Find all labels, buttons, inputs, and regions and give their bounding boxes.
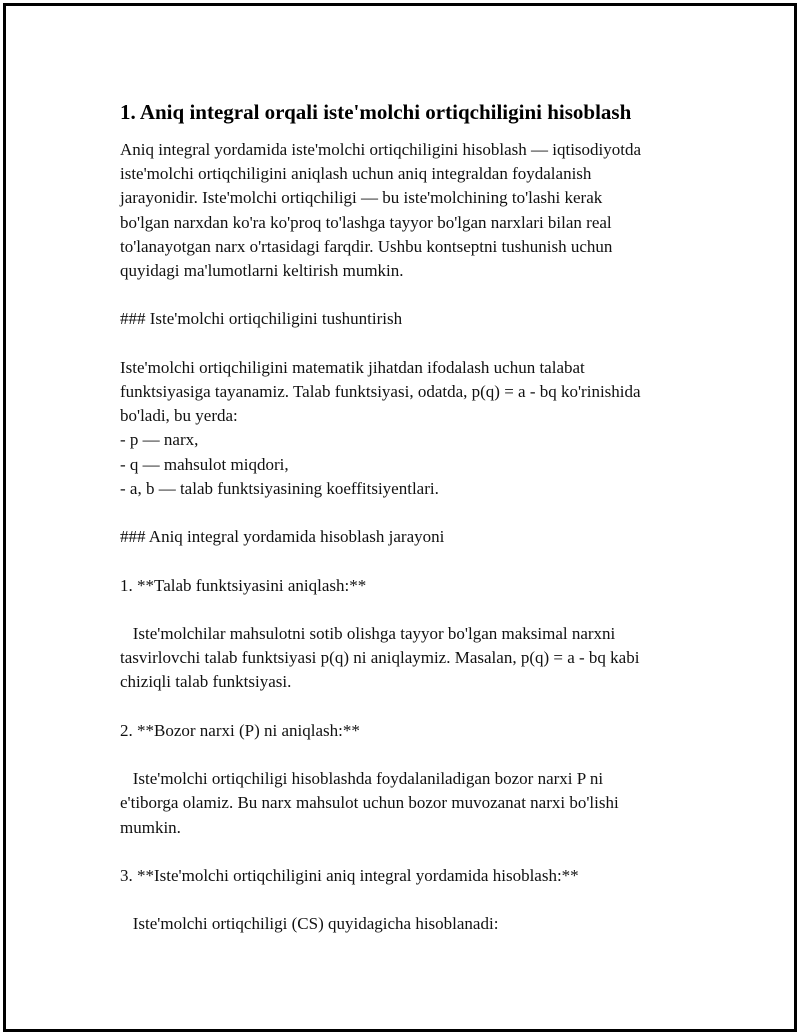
spacer: [120, 501, 720, 525]
step-1-heading: 1. **Talab funktsiyasini aniqlash:**: [120, 575, 367, 595]
intro-paragraph: Aniq integral yordamida iste'molchi ortiqchiligini hisoblash — iqtisodiyotda iste'molchi ortiqchiligini aniqlash uchun aniq integraldan foydalanish jarayonidir. Iste'molchi ortiqchiligi — bu iste'molchining to'lashi kerak bo'lgan narxdan ko'ra ko'proq to'lashga tayyor bo'lgan narxlari bilan real to'lanayotgan narx o'rtasidagi farqdir. Ushbu kontseptni tushunish uchun quyidagi ma'lumotlarni keltirish mumkin.: [120, 140, 642, 281]
section-heading-process: ### Aniq integral yordamida hisoblash jarayoni: [120, 527, 445, 547]
demand-function-paragraph: Iste'molchi ortiqchiligini matematik jihatdan ifodalash uchun talabat funktsiyasiga tayanamiz. Talab funktsiyasi, odatda, p(q) = a - bq ko'rinishida bo'ladi, bu yerda: - p — narx, - q — mahsulot miqdori, - a, b — talab funktsiyasining koeffitsiyentlari.: [120, 357, 641, 498]
step-3-text: Iste'molchi ortiqchiligi (CS) quyidagicha hisoblanadi:: [120, 914, 499, 934]
document-body: [120, 98, 720, 937]
spacer: [120, 283, 720, 307]
document-title: 1. Aniq integral orqali iste'molchi ortiqchiligini hisoblash: [120, 100, 632, 124]
spacer: [120, 549, 720, 573]
spacer: [120, 332, 720, 356]
step-1-text: Iste'molchilar mahsulotni sotib olishga tayyor bo'lgan maksimal narxni tasvirlovchi talab funktsiyasi p(q) ni aniqlaymiz. Masalan, p(q) = a - bq kabi chiziqli talab funktsiyasi.: [120, 623, 640, 692]
spacer: [120, 598, 720, 622]
step-3-heading: 3. **Iste'molchi ortiqchiligini aniq integral yordamida hisoblash:**: [120, 865, 579, 885]
spacer: [120, 743, 720, 767]
section-heading-explanation: ### Iste'molchi ortiqchiligini tushuntirish: [120, 309, 403, 329]
spacer: [120, 840, 720, 864]
step-2-heading: 2. **Bozor narxi (P) ni aniqlash:**: [120, 720, 360, 740]
spacer: [120, 695, 720, 719]
spacer: [120, 888, 720, 912]
step-2-text: Iste'molchi ortiqchiligi hisoblashda foydalaniladigan bozor narxi P ni e'tiborga olamiz. Bu narx mahsulot uchun bozor muvozanat narxi bo'lishi mumkin.: [120, 769, 619, 837]
page-frame: [3, 3, 797, 1032]
